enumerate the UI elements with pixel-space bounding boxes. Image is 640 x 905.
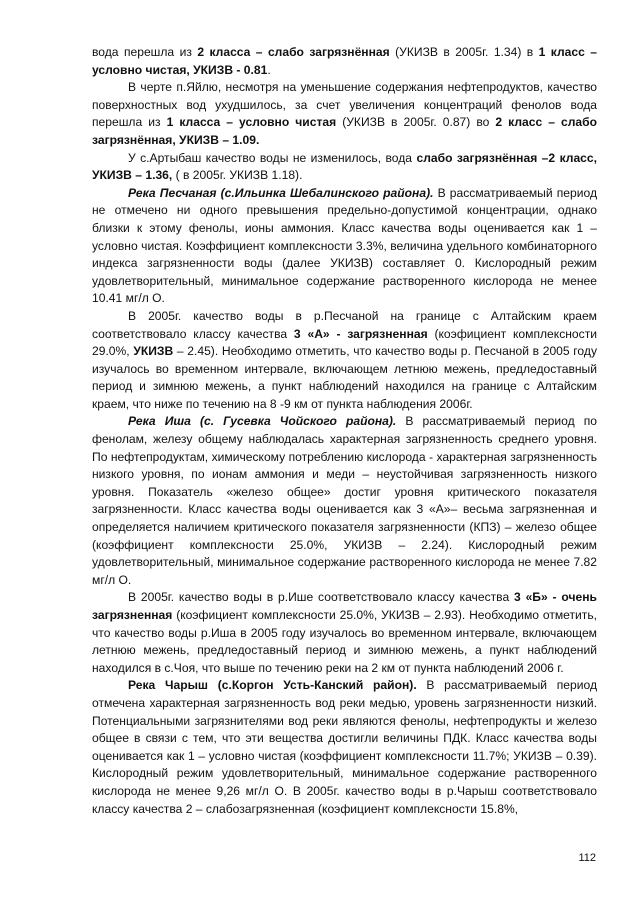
paragraph <box>92 79 597 149</box>
text-run: В рассматриваемый период не отмечено ни одного превышения предельно-допустимой концентрации, однако близки к этому фенолы, ионы аммония. Класс качества воды оценивается как 1 – условно чистая. Коэффициент комплексности 3.3%, величина удельного комбинаторного индекса загрязненности воды (далее УКИЗВ) составляет 0. Кислородный режим удовлетворительный, минимальное содержание растворенного кислорода не менее 10.41 мг/л О. <box>92 185 598 306</box>
emphasis-text: 1 класс – условно чистая, УКИЗВ - 0.81 <box>92 45 598 77</box>
paragraph <box>92 44 597 79</box>
body-text <box>92 44 597 818</box>
text-run: В 2005г. качество воды в р.Песчаной на границе с Алтайским краем соответствовало классу качества <box>92 308 597 341</box>
text-run: – 2.45). Необходимо отметить, что качество воды р. Песчаной в 2005 году изучалось во временном интервале, включающем летнюю межень, предледоставный период и зимнюю межень, а пункт наблюдений находился на границе с Алтайским краем, что ниже по течению на 8 -9 км от пункта наблюдения 2006г. <box>92 344 597 411</box>
emphasis-text: 1 класса – условно чистая <box>166 115 337 130</box>
emphasis-text: Река Иша (с. Гусевка Чойского района). <box>128 414 397 429</box>
text-run: вода перешла из <box>92 45 198 59</box>
paragraph <box>92 413 597 589</box>
emphasis-text: слабо загрязнённая –2 класс, УКИЗВ – 1.36, <box>92 150 597 183</box>
text-run: . <box>267 62 271 77</box>
emphasis-text: Река Песчаная (с.Ильинка Шебалинского района). <box>128 185 434 200</box>
emphasis-text: Река Чарыш (с.Коргон Усть-Канский район). <box>128 678 417 693</box>
emphasis-text: УКИЗВ <box>133 344 174 359</box>
text-run: В черте п.Яйлю, несмотря на уменьшение содержания нефтепродуктов, качество поверхностных вод ухудшилось, за счет увеличения концентраций фенолов вода перешла из <box>92 80 597 130</box>
paragraph <box>92 589 597 677</box>
text-run: (коэфициент комплексности 29.0%, <box>92 326 597 359</box>
text-run: ( в 2005г. УКИЗВ 1.18). <box>172 168 303 183</box>
emphasis-text: 3 «А» - загрязненная <box>293 326 428 341</box>
paragraph <box>92 677 597 818</box>
emphasis-text: 2 класса – слабо загрязнённая <box>197 45 390 59</box>
paragraph <box>92 150 597 185</box>
text-run: (УКИЗВ в 2005г. 0.87) во <box>336 115 496 130</box>
paragraph <box>92 185 597 308</box>
text-run: (коэфициент комплексности 25.0%, УКИЗВ – 2.93). Необходимо отметить, что качество воды р.Иша в 2005 году изучалось во временном интервале, включающем летнюю межень, предледоставный период и зимнюю межень, а пункт наблюдений находился в с.Чоя, что выше по течению реки на 2 км от пункта наблюдений 2006 г. <box>92 608 597 675</box>
text-run: У с.Артыбаш качество воды не изменилось, вода <box>128 150 417 165</box>
page-number: 112 <box>578 852 596 864</box>
paragraph <box>92 308 597 414</box>
text-run: В рассматриваемый период по фенолам, железу общему наблюдалась характерная загрязненность среднего уровня. По нефтепродуктам, химическому потреблению кислорода - характерная загрязненность низкого уровня, по ионам аммония и меди – неустойчивая загрязненность низкого уровня. Показатель «железо общее» достиг уровня критического показателя загрязненности. Класс качества воды оценивается как 3 «А»– весьма загрязненная и определяется наличием критического показателя загрязненности (КПЗ) – железо общее (коэффициент комплексности 25.0%, УКИЗВ – 2.24). Кислородный режим удовлетворительный, минимальное содержание растворенного кислорода не менее 7.82 мг/л О. <box>92 414 597 587</box>
emphasis-text: 3 «Б» - очень загрязненная <box>92 590 597 622</box>
text-run: В рассматриваемый период отмечена характерная загрязненность вод реки медью, уровень загрязненности низкий. Потенциальными загрязнителями вод реки являются фенолы, нефтепродукты и железо общее в связи с тем, что эти вещества достигли величины ПДК. Класс качества воды оценивается как 1 – условно чистая (коэффициент комплексности 11.7%; УКИЗВ – 0.39). Кислородный режим удовлетворительный, минимальное содержание растворенного кислорода не менее 9,26 мг/л О. В 2005г. качество воды в р.Чарыш соответствовало классу качества 2 – слабозагрязненная (коэфициент комплексности 15.8%, <box>92 678 598 816</box>
text-run: (УКИЗВ в 2005г. 1.34) в <box>389 45 539 59</box>
text-run: В 2005г. качество воды в р.Ише соответствовало классу качества <box>128 590 515 605</box>
emphasis-text: 2 класс – слабо загрязнённая, УКИЗВ – 1.09. <box>92 115 597 147</box>
